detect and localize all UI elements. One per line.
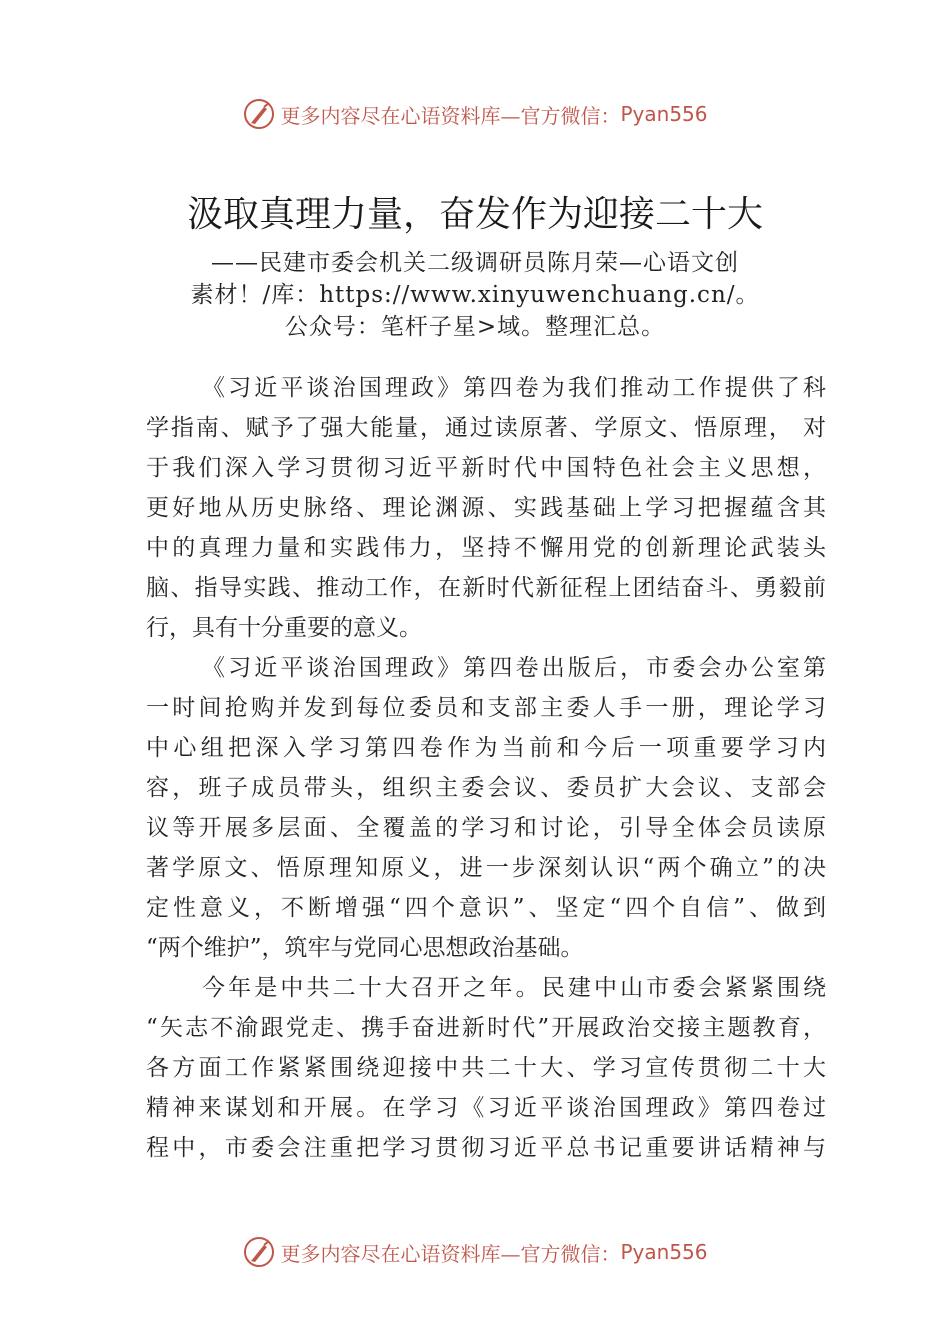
text-line: 容，班子成员带头，组织主委会议、委员扩大会议、支部会 bbox=[146, 775, 826, 801]
quill-pen-logo-icon bbox=[242, 97, 276, 131]
text-line: 更好地从历史脉络、理论渊源、实践基础上学习把握蕴含其 bbox=[146, 495, 826, 521]
text-line: 著学原文、悟原理知原义，进一步深刻认识“两个确立”的决 bbox=[146, 855, 826, 881]
subtitle-line: ——民建市委会机关二级调研员陈月荣—心语文创 bbox=[211, 250, 739, 276]
wechat-id: Pyan556 bbox=[620, 1240, 708, 1264]
text-line: 今年是中共二十大召开之年。民建中山市委会紧紧围绕 bbox=[202, 975, 826, 1001]
quill-pen-logo-icon bbox=[242, 1235, 276, 1269]
text-line: 程中，市委会注重把学习贯彻习近平总书记重要讲话精神与 bbox=[146, 1135, 826, 1161]
article-body bbox=[146, 368, 826, 1168]
text-line: 于我们深入学习贯彻习近平新时代中国特色社会主义思想， bbox=[146, 455, 826, 481]
text-line: 一时间抢购并发到每位委员和支部主委人手一册，理论学习 bbox=[146, 695, 826, 721]
text-line: 各方面工作紧紧围绕迎接中共二十大、学习宣传贯彻二十大 bbox=[146, 1055, 826, 1081]
text-line: “两个维护”，筑牢与党同心思想政治基础。 bbox=[146, 935, 584, 961]
text-line: 议等开展多层面、全覆盖的学习和讨论，引导全体会员读原 bbox=[146, 815, 826, 841]
text-line: 定性意义，不断增强“四个意识”、坚定“四个自信”、做到 bbox=[146, 895, 826, 921]
banner-text: 更多内容尽在心语资料库—官方微信： bbox=[280, 103, 621, 128]
text-line: 学指南、赋予了强大能量，通过读原著、学原文、悟原理， 对 bbox=[146, 415, 826, 441]
subtitle-line: 素材！/库：https://www.xinyuwenchuang.cn/。 bbox=[190, 282, 760, 308]
page-title: 汲取真理力量，奋发作为迎接二十大 bbox=[186, 194, 763, 235]
banner-text: 更多内容尽在心语资料库—官方微信： bbox=[280, 1241, 621, 1266]
text-line: 《习近平谈治国理政》第四卷为我们推动工作提供了科 bbox=[202, 375, 826, 401]
footer-banner bbox=[0, 1232, 950, 1272]
text-line: 行，具有十分重要的意义。 bbox=[146, 615, 422, 641]
text-line: 《习近平谈治国理政》第四卷出版后，市委会办公室第 bbox=[202, 655, 826, 681]
text-line: 精神来谋划和开展。在学习《习近平谈治国理政》第四卷过 bbox=[146, 1095, 826, 1121]
text-line: 中的真理力量和实践伟力，坚持不懈用党的创新理论武装头 bbox=[146, 535, 826, 561]
wechat-id: Pyan556 bbox=[620, 102, 708, 126]
text-line: “矢志不渝跟党走、携手奋进新时代”开展政治交接主题教育， bbox=[146, 1015, 826, 1041]
header-banner bbox=[0, 94, 950, 134]
text-line: 脑、指导实践、推动工作，在新时代新征程上团结奋斗、勇毅前 bbox=[146, 575, 826, 601]
subtitle-line: 公众号：笔杆子星>域。整理汇总。 bbox=[284, 314, 666, 340]
text-line: 中心组把深入学习第四卷作为当前和今后一项重要学习内 bbox=[146, 735, 826, 761]
